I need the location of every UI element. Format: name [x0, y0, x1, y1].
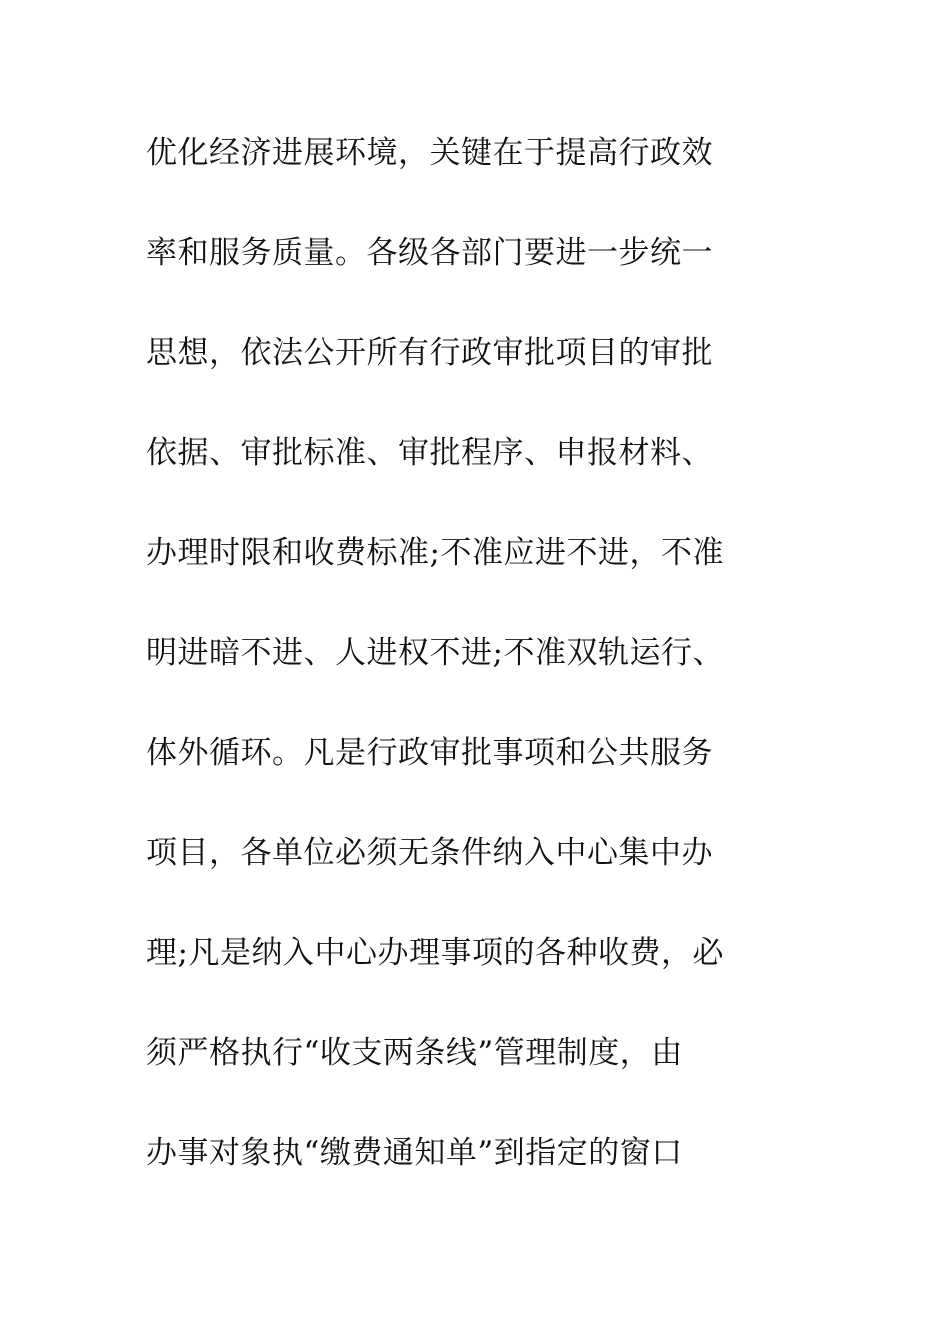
text-line: 思想，依法公开所有行政审批项目的审批 — [146, 335, 713, 371]
text-line: 优化经济进展环境，关键在于提高行政效 — [146, 135, 713, 171]
body-text — [146, 123, 846, 1223]
text-line: 理;凡是纳入中心办理事项的各种收费，必 — [146, 935, 724, 971]
text-line: 办事对象执“缴费通知单”到指定的窗口 — [146, 1135, 683, 1171]
text-line: 办理时限和收费标准;不准应进不进，不准 — [146, 535, 724, 571]
text-line: 项目，各单位必须无条件纳入中心集中办 — [146, 835, 713, 871]
text-line: 依据、审批标准、审批程序、申报材料、 — [146, 435, 713, 471]
text-line: 率和服务质量。各级各部门要进一步统一 — [146, 235, 713, 271]
text-line: 体外循环。凡是行政审批事项和公共服务 — [146, 735, 713, 771]
text-line: 须严格执行“收支两条线”管理制度，由 — [146, 1035, 683, 1071]
text-line: 明进暗不进、人进权不进;不准双轨运行、 — [146, 635, 724, 671]
